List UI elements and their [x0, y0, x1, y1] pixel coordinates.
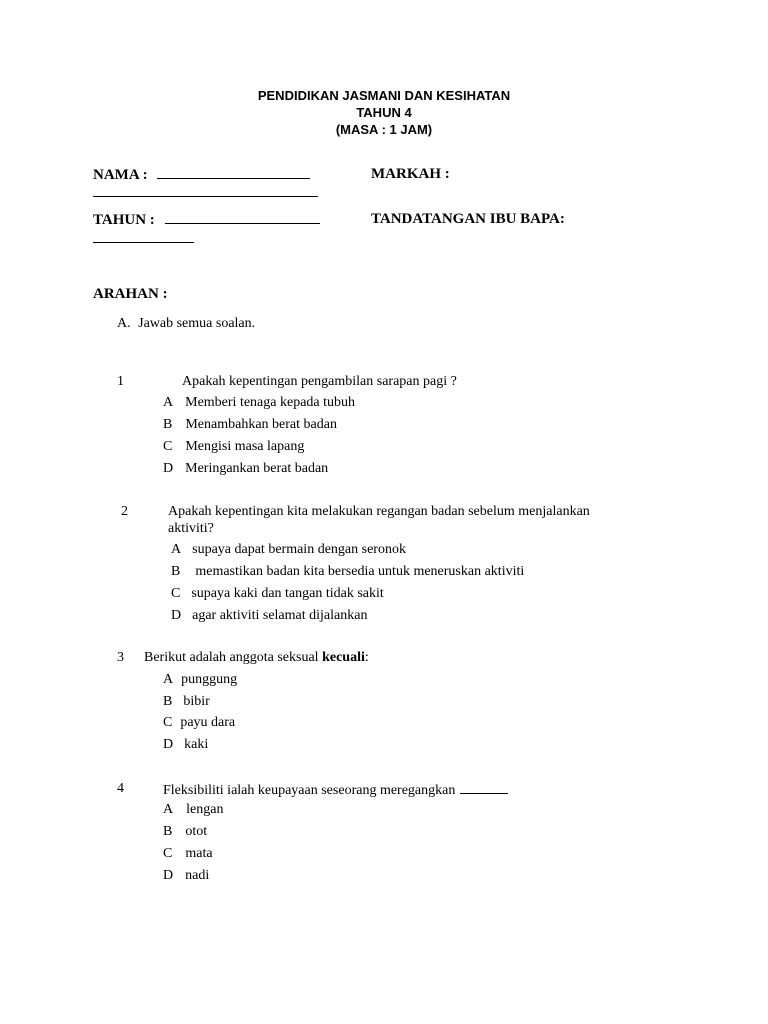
option-letter: A [163, 395, 174, 410]
option-letter: A [171, 542, 182, 557]
option-letter: C [163, 439, 173, 454]
option-letter: B [163, 824, 173, 839]
nama-label: NAMA : [93, 167, 148, 183]
option-text: lengan [186, 802, 224, 817]
option-d[interactable] [163, 461, 328, 477]
option-text: Mengisi masa lapang [185, 439, 305, 454]
document-year: TAHUN 4 [356, 105, 412, 120]
arahan-item-letter: A. [117, 316, 131, 331]
tandatangan-blank[interactable] [93, 232, 194, 243]
question-text: Apakah kepentingan pengambilan sarapan pagi ? [182, 374, 457, 389]
option-d[interactable] [163, 868, 209, 884]
tahun-blank[interactable] [165, 211, 320, 224]
option-text: supaya kaki dan tangan tidak sakit [191, 586, 384, 601]
option-b[interactable] [163, 824, 207, 840]
option-b[interactable] [163, 694, 210, 710]
option-text: supaya dapat bermain dengan seronok [192, 542, 406, 557]
document-duration: (MASA : 1 JAM) [335, 122, 433, 137]
document-title: PENDIDIKAN JASMANI DAN KESIHATAN [257, 88, 511, 103]
option-text: Menambahkan berat badan [185, 417, 337, 432]
question-text-line-2: aktiviti? [168, 521, 214, 536]
question-text-after: : [364, 650, 369, 665]
option-a[interactable] [163, 802, 223, 818]
nama-field [93, 166, 310, 184]
option-letter: D [163, 737, 174, 752]
option-d[interactable] [171, 608, 367, 624]
tandatangan-label: TANDATANGAN IBU BAPA: [371, 211, 565, 227]
option-text: payu dara [180, 715, 236, 730]
tahun-field [93, 211, 320, 229]
question-number: 3 [117, 650, 124, 665]
option-letter: D [171, 608, 182, 623]
option-text: punggung [181, 672, 238, 687]
option-text: mata [185, 846, 213, 861]
option-letter: C [163, 846, 173, 861]
option-text: nadi [185, 868, 210, 883]
option-letter: D [163, 868, 174, 883]
option-letter: A [163, 672, 174, 687]
markah-label: MARKAH : [371, 166, 450, 182]
option-text: Memberi tenaga kepada tubuh [185, 395, 356, 410]
option-c[interactable] [163, 715, 235, 731]
option-c[interactable] [163, 846, 213, 862]
option-text: agar aktiviti selamat dijalankan [192, 608, 368, 623]
question-number: 4 [117, 781, 124, 796]
option-text: kaki [184, 737, 209, 752]
option-letter: C [163, 715, 173, 730]
question-text [144, 650, 369, 666]
arahan-heading: ARAHAN : [93, 286, 168, 302]
option-text: Meringankan berat badan [185, 461, 329, 476]
option-a[interactable] [163, 672, 237, 688]
question-text [163, 781, 508, 799]
option-c[interactable] [163, 439, 304, 455]
tahun-label: TAHUN : [93, 212, 155, 228]
question-number: 2 [121, 504, 128, 519]
nama-blank[interactable] [157, 166, 310, 179]
nama-blank-continuation[interactable] [93, 186, 318, 197]
question-text-line-1: Apakah kepentingan kita melakukan regangan badan sebelum menjalankan [168, 504, 590, 519]
option-letter: B [171, 564, 181, 579]
question-number: 1 [117, 374, 124, 389]
option-c[interactable] [171, 586, 384, 602]
question-text-before: Berikut adalah anggota seksual [144, 650, 323, 665]
option-b[interactable] [171, 564, 524, 580]
option-text: bibir [183, 694, 210, 709]
answer-blank[interactable] [460, 781, 508, 794]
option-a[interactable] [171, 542, 406, 558]
option-text: otot [185, 824, 208, 839]
option-letter: D [163, 461, 174, 476]
option-a[interactable] [163, 395, 355, 411]
arahan-item-text: Jawab semua soalan. [138, 316, 256, 331]
option-letter: C [171, 586, 181, 601]
arahan-item [117, 316, 255, 332]
option-letter: A [163, 802, 174, 817]
option-d[interactable] [163, 737, 208, 753]
question-text-emphasis: kecuali [322, 650, 365, 665]
option-b[interactable] [163, 417, 337, 433]
option-letter: B [163, 694, 173, 709]
option-letter: B [163, 417, 173, 432]
option-text: memastikan badan kita bersedia untuk meneruskan aktiviti [195, 564, 525, 579]
question-text-content: Fleksibiliti ialah keupayaan seseorang meregangkan [163, 783, 456, 798]
